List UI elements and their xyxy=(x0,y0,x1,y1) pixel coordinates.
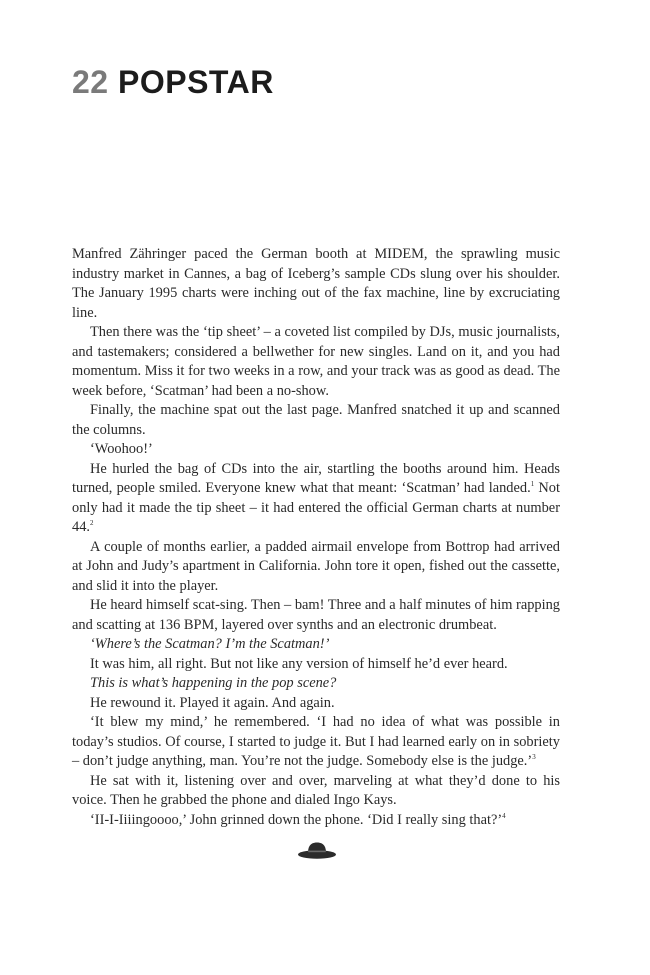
paragraph: A couple of months earlier, a padded airmail envelope from Bottrop had arrived at John and Judy’s apartment in California. John tore it open, fished out the cassette, and slid it into the player. xyxy=(72,538,560,594)
footnote-marker: 4 xyxy=(502,811,506,820)
footnote-marker: 3 xyxy=(532,753,536,761)
paragraph: Finally, the machine spat out the last page. Manfred snatched it up and scanned the columns. xyxy=(72,402,560,438)
paragraph: He hurled the bag of CDs into the air, startling the booths around him. Heads turned, people smiled. Everyone knew what that meant: ‘Scatman’ had landed.$^1$ Not only had it made the tip sheet – it had entered the official German charts at number 44.$^2$ xyxy=(72,460,560,535)
footnote-marker: 1 xyxy=(530,480,535,488)
footnote-marker: 2 xyxy=(90,519,94,527)
paragraph: Manfred Zähringer paced the German booth at MIDEM, the sprawling music industry market in Cannes, a bag of Iceberg’s sample CDs slung over his shoulder. The January 1995 charts were inching out of the fax machine, line by excruciating line. xyxy=(72,246,560,321)
paragraph: ‘Where’s the Scatman? I’m the Scatman!’ xyxy=(90,636,330,652)
paragraph: He heard himself scat-sing. Then – bam! Three and a half minutes of him rapping and scatting at 136 BPM, layered over synths and an electronic drumbeat. xyxy=(72,597,560,633)
paragraph: He rewound it. Played it again. And again. xyxy=(90,694,335,711)
paragraph: He sat with it, listening over and over, marveling at what they’d done to his voice. Then he grabbed the phone and dialed Ingo Kays. xyxy=(72,772,560,808)
chapter-heading xyxy=(72,62,274,102)
fedora-hat-icon xyxy=(297,839,337,866)
chapter-number: 22 xyxy=(72,64,109,100)
paragraph: Then there was the ‘tip sheet’ – a coveted list compiled by DJs, music journalists, and tastemakers; considered a bellwether for new singles. Land on it, and you had momentum. Miss it for two weeks in a row, and your track was as good as dead. The week before, ‘Scatman’ had been a no-show. xyxy=(72,324,560,399)
chapter-body xyxy=(72,245,560,830)
paragraph: It was him, all right. But not like any version of himself he’d ever heard. xyxy=(90,655,508,672)
paragraph: ‘It blew my mind,’ he remembered. ‘I had no idea of what was possible in today’s studios. Of course, I started to judge it. But I had learned early on in sobriety – don’t judge anything, man. You’re not the judge. Somebody else is the judge.’$^3$ xyxy=(72,714,560,769)
paragraph: This is what’s happening in the pop scene? xyxy=(90,675,337,691)
paragraph: ‘II-I-Iiiingoooo,’ John grinned down the phone. ‘Did I really sing that?’$^4$ xyxy=(90,811,506,828)
chapter-title: POPSTAR xyxy=(117,64,274,100)
paragraph: ‘Woohoo!’ xyxy=(90,441,153,457)
